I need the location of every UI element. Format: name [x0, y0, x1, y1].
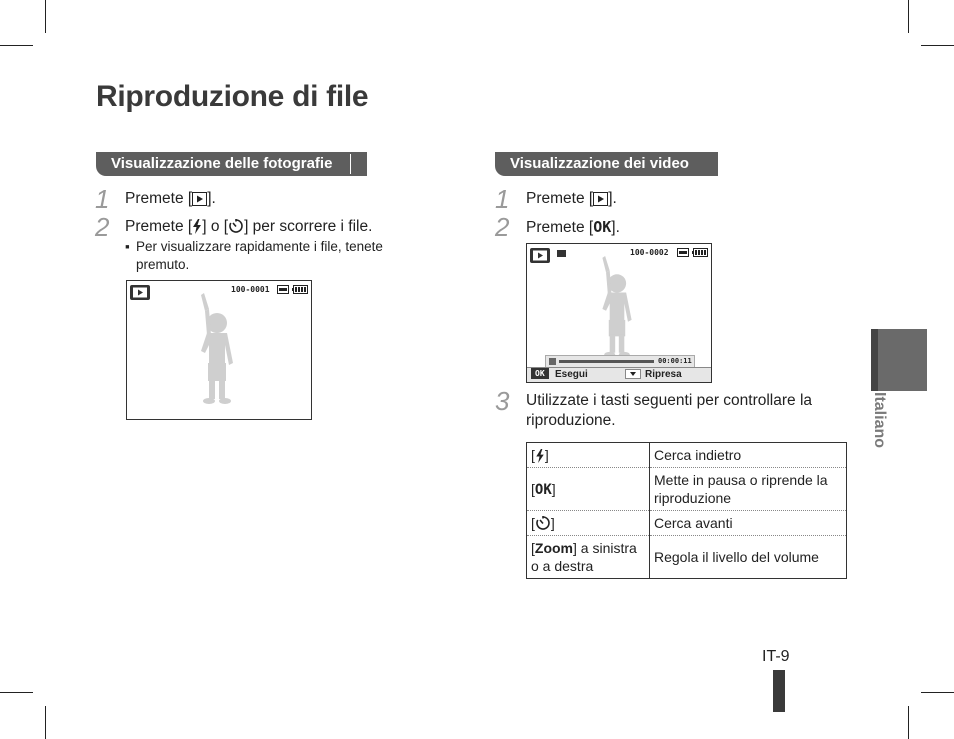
- step-text: [125, 189, 216, 209]
- desc-cell: Regola il livello del volume: [650, 536, 847, 579]
- bullet-marker: ▪: [125, 239, 130, 254]
- step-text: [526, 189, 617, 209]
- step-text: Utilizzate i tasti seguenti per controllare la riproduzione.: [526, 392, 813, 429]
- crop-mark: [921, 45, 954, 46]
- crop-mark: [908, 706, 909, 739]
- timer-icon: [535, 515, 551, 531]
- desc-cell: Mette in pausa o riprende la riproduzione: [650, 468, 847, 511]
- bracket: [: [531, 540, 535, 556]
- file-number: 100-0002: [630, 248, 669, 257]
- table-row: [527, 443, 847, 468]
- progress-bar: [559, 360, 654, 363]
- timer-icon: [228, 218, 244, 234]
- page-number: IT-9: [762, 648, 790, 665]
- playback-mode-icon: [130, 285, 150, 300]
- video-file-icon: [557, 249, 566, 258]
- language-label: Italiano: [871, 392, 888, 449]
- bullet-text: Per visualizzare rapidamente i file, tenete premuto.: [136, 239, 383, 272]
- language-tab: [871, 329, 927, 391]
- elapsed-time: 00:00:11: [658, 357, 692, 365]
- step-number: 2: [495, 212, 510, 242]
- resume-label: Ripresa: [645, 369, 682, 380]
- bracket: ]: [544, 447, 549, 463]
- zoom-key: Zoom: [534, 540, 573, 556]
- battery-icon: [692, 248, 708, 257]
- step-number: 1: [495, 184, 510, 214]
- stop-icon: [549, 358, 557, 365]
- page-title: Riproduzione di file: [96, 80, 369, 113]
- step-number: 3: [495, 386, 510, 416]
- ok-button-label: OK: [531, 368, 549, 379]
- step-text-post: ] per scorrere i file.: [244, 218, 373, 235]
- file-number: 100-0001: [231, 285, 270, 294]
- tab-accent: [871, 329, 878, 391]
- bracket: ]: [550, 515, 555, 531]
- play-icon: [593, 192, 608, 206]
- photo-playback-screen: [126, 280, 312, 420]
- flash-icon: [192, 219, 202, 234]
- key-cell: [527, 443, 650, 468]
- bracket: ]: [551, 480, 556, 497]
- section-label: Visualizzazione dei video: [510, 155, 689, 172]
- step-text-pre: Premete [: [526, 219, 594, 236]
- table-row: [527, 536, 847, 579]
- key-suffix: ] a sinistra o a destra: [531, 540, 637, 574]
- bracket: [: [531, 480, 535, 497]
- desc-cell: Cerca avanti: [650, 511, 847, 536]
- key-cell: [527, 511, 650, 536]
- section-header-videos: [495, 152, 718, 176]
- child-figure-image: [587, 256, 647, 361]
- step-number: 2: [95, 212, 110, 242]
- crop-mark: [0, 45, 33, 46]
- osd-controls: [527, 367, 711, 382]
- step-text: [526, 217, 620, 238]
- step-text-pre: Premete [: [125, 190, 193, 207]
- ok-key: OK: [593, 218, 612, 236]
- memory-card-icon: [277, 285, 289, 294]
- crop-mark: [921, 692, 954, 693]
- step-text-post: ].: [611, 219, 620, 236]
- bracket: [: [531, 515, 535, 531]
- page-number-bar: [773, 670, 785, 712]
- memory-card-icon: [677, 248, 689, 257]
- flash-icon: [535, 449, 545, 463]
- desc-cell: Cerca indietro: [650, 443, 847, 468]
- play-label: Esegui: [555, 369, 588, 380]
- step-text-pre: Premete [: [526, 190, 594, 207]
- step-text-pre: Premete [: [125, 218, 193, 235]
- step-text-mid: ] o [: [202, 218, 229, 235]
- crop-mark: [45, 706, 46, 739]
- section-notch: [350, 154, 351, 174]
- ok-key: OK: [534, 481, 552, 498]
- section-label: Visualizzazione delle fotografie: [111, 155, 333, 172]
- key-cell: [527, 536, 650, 579]
- crop-mark: [908, 0, 909, 33]
- key-cell: [527, 468, 650, 511]
- battery-icon: [292, 285, 308, 294]
- section-header-photos: [96, 152, 367, 176]
- table-row: [527, 468, 847, 511]
- step-text-post: ].: [207, 190, 216, 207]
- down-key-icon: [625, 369, 641, 379]
- crop-mark: [45, 0, 46, 33]
- video-playback-screen: [526, 243, 712, 383]
- controls-table: [526, 442, 847, 579]
- child-figure-image: [187, 293, 247, 408]
- table-row: [527, 511, 847, 536]
- playback-mode-icon: [530, 248, 550, 263]
- bracket: [: [531, 447, 535, 463]
- step-text-post: ].: [608, 190, 617, 207]
- play-icon: [192, 192, 207, 206]
- step-text: [125, 217, 372, 237]
- crop-mark: [0, 692, 33, 693]
- step-number: 1: [95, 184, 110, 214]
